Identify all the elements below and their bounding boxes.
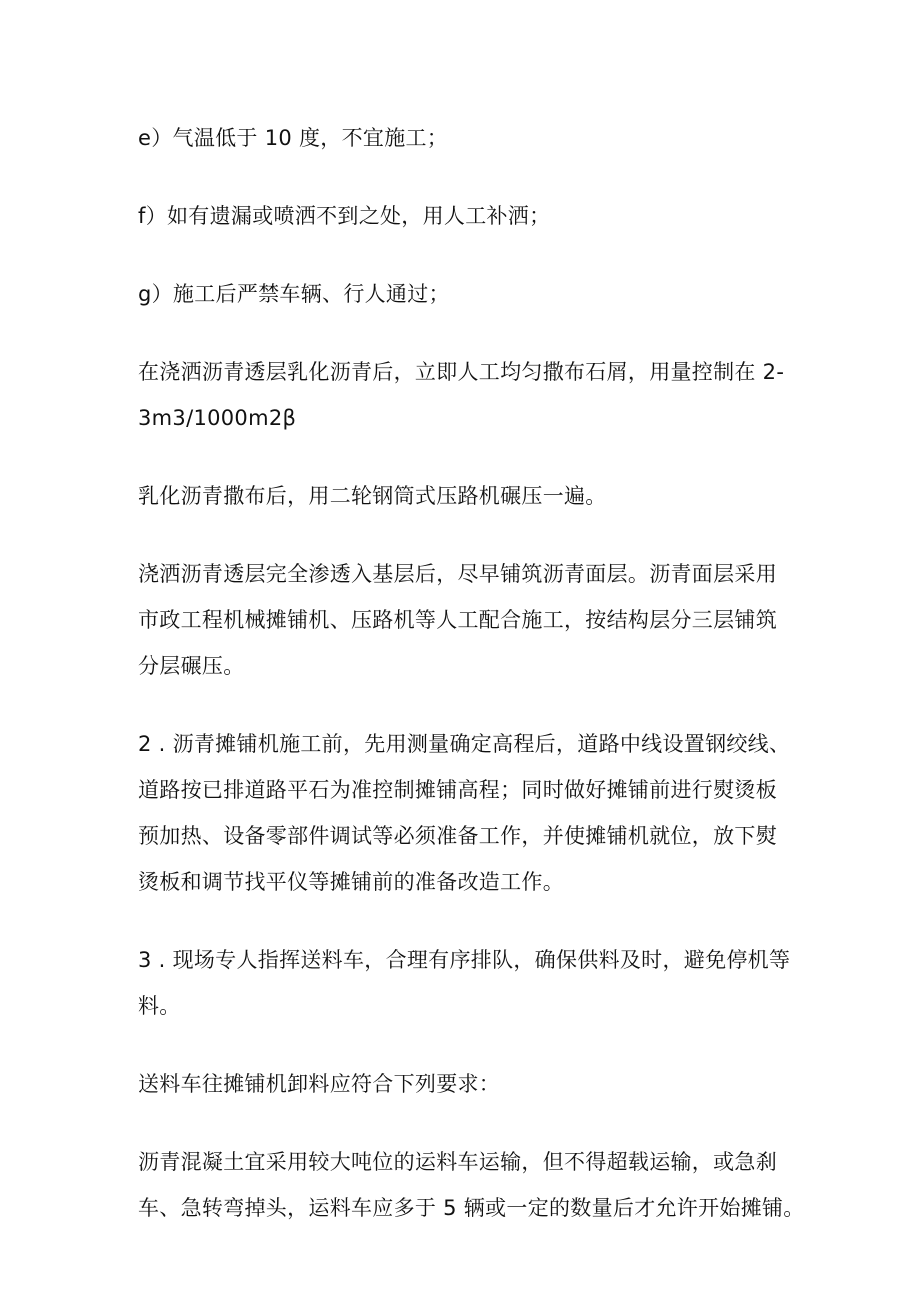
paragraph-e (138, 115, 788, 161)
text-line: 车、急转弯掉头，运料车应多于 5 辆或一定的数量后才允许开始摊铺。 (138, 1196, 805, 1220)
text-line: 沥青混凝土宜采用较大吨位的运料车运输，但不得超载运输，或急刹 (138, 1150, 777, 1174)
text-line: 3m3/1000m2β (138, 406, 297, 430)
text-line: 分层碾压。 (138, 654, 245, 678)
paragraph-transport (138, 1139, 805, 1231)
paragraph-unloading-requirements (138, 1061, 788, 1107)
text-line: 浇洒沥青透层完全渗透入基层后，尽早铺筑沥青面层。沥青面层采用 (138, 562, 777, 586)
text-line: 料。 (138, 994, 181, 1018)
paragraph-item-2 (138, 721, 791, 905)
paragraph-item-3 (138, 937, 791, 1029)
text-line: 3 . 现场专人指挥送料车，合理有序排队，确保供料及时，避免停机等 (138, 948, 791, 972)
text-line: f）如有遗漏或喷洒不到之处，用人工补洒； (138, 204, 551, 228)
text-line: 预加热、设备零部件调试等必须准备工作，并使摊铺机就位，放下熨 (138, 824, 777, 848)
text-line: 乳化沥青撒布后，用二轮钢筒式压路机碾压一遍。 (138, 484, 607, 508)
text-line: 送料车往摊铺机卸料应符合下列要求： (138, 1072, 501, 1096)
paragraph-f (138, 193, 788, 239)
document-page (138, 115, 805, 1231)
paragraph-rolling (138, 473, 788, 519)
paragraph-gravel-spreading (138, 349, 788, 441)
text-line: 在浇洒沥青透层乳化沥青后，立即人工均匀撒布石屑，用量控制在 2- (138, 360, 785, 384)
paragraph-g (138, 271, 788, 317)
paragraph-surface-layer (138, 551, 788, 689)
text-line: 烫板和调节找平仪等摊铺前的准备改造工作。 (138, 870, 564, 894)
text-line: 道路按已排道路平石为准控制摊铺高程；同时做好摊铺前进行熨烫板 (138, 778, 777, 802)
text-line: g）施工后严禁车辆、行人通过； (138, 282, 450, 306)
text-line: e）气温低于 10 度，不宜施工； (138, 126, 449, 150)
text-line: 2 . 沥青摊铺机施工前，先用测量确定高程后，道路中线设置钢绞线、 (138, 732, 791, 756)
text-line: 市政工程机械摊铺机、压路机等人工配合施工，按结构层分三层铺筑 (138, 608, 777, 632)
